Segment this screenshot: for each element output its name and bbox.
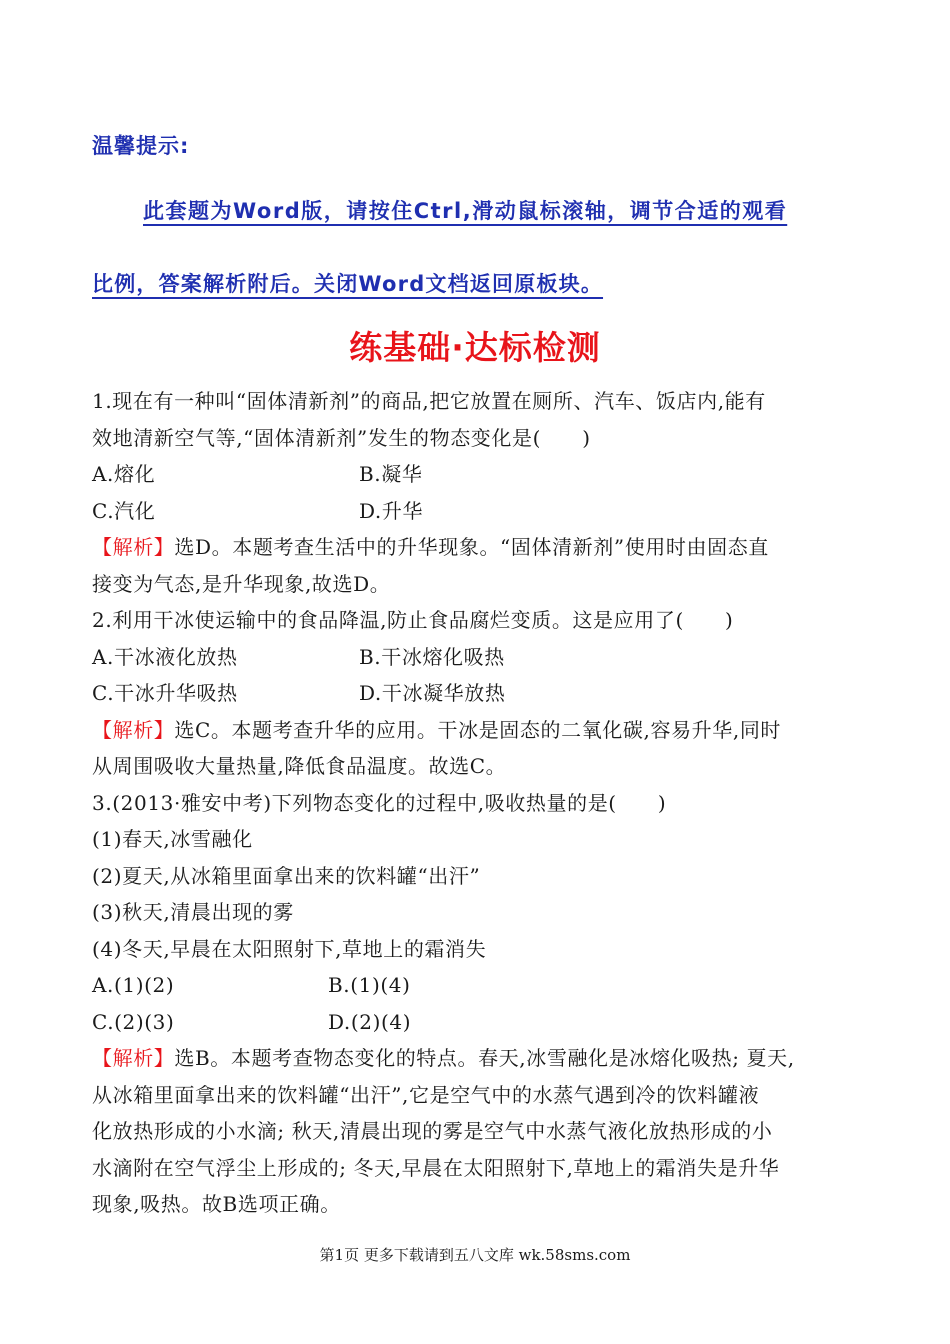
q2-analysis-line-2: 从周围吸收大量热量,降低食品温度。故选C。 — [92, 754, 507, 778]
q1-option-d: D.升华 — [359, 498, 424, 523]
q2-analysis-line-1 — [92, 712, 872, 749]
q1-stem-line-1: 1.现在有一种叫“固体清新剂”的商品,把它放置在厕所、汽车、饭店内,能有 — [92, 389, 766, 413]
q3-option-a: A.(1)(2) — [92, 973, 175, 997]
q3-analysis-line-1 — [92, 1040, 872, 1077]
q1-analysis-line-1 — [92, 529, 872, 566]
q2-analysis-tag: 【解析】 — [92, 717, 175, 742]
q2-stem-line-1: 2.利用干冰使运输中的食品降温,防止食品腐烂变质。这是应用了( ) — [92, 608, 734, 632]
q3-option-d: D.(2)(4) — [328, 1009, 412, 1034]
q1-stem-line-2: 效地清新空气等,“固体清新剂”发生的物态变化是( ) — [92, 425, 591, 450]
section-title: 练基础·达标检测 — [349, 328, 601, 367]
q3-item-1: (1)春天,冰雪融化 — [92, 827, 253, 851]
q3-analysis-text-1: 选B。本题考查物态变化的特点。春天,冰雪融化是冰熔化吸热; 夏天, — [174, 1046, 795, 1070]
page-footer: 第1页 更多下载请到五八文库 wk.58sms.com — [319, 1246, 631, 1264]
q1-option-c: C.汽化 — [92, 498, 156, 523]
q1-options-row-1 — [92, 456, 872, 493]
q2-analysis-text-1: 选C。本题考查升华的应用。干冰是固态的二氧化碳,容易升华,同时 — [174, 717, 782, 742]
q1-analysis-line-2: 接变为气态,是升华现象,故选D。 — [92, 571, 391, 596]
q1-option-a: A.熔化 — [92, 462, 156, 486]
tip-line-2: 比例，答案解析附后。关闭Word文档返回原板块。 — [92, 272, 604, 296]
q3-analysis-line-3: 化放热形成的小水滴; 秋天,清晨出现的雾是空气中水蒸气液化放热形成的小 — [92, 1119, 773, 1143]
q1-analysis-text-1: 选D。本题考查生活中的升华现象。“固体清新剂”使用时由固态直 — [174, 535, 769, 559]
q3-analysis-line-4: 水滴附在空气浮尘上形成的; 冬天,早晨在太阳照射下,草地上的霜消失是升华 — [92, 1155, 780, 1180]
q3-analysis-tag: 【解析】 — [92, 1046, 175, 1070]
q2-option-b: B.干冰熔化吸热 — [359, 644, 505, 669]
q1-option-b: B.凝华 — [359, 462, 423, 486]
q1-analysis-tag: 【解析】 — [92, 535, 175, 559]
q3-option-c: C.(2)(3) — [92, 1009, 175, 1034]
q1-options-row-2 — [92, 493, 872, 530]
q2-option-c: C.干冰升华吸热 — [92, 681, 238, 705]
q3-stem-line-1: 3.(2013·雅安中考)下列物态变化的过程中,吸收热量的是( ) — [92, 790, 667, 815]
q2-options-row-2 — [92, 675, 872, 712]
q3-option-b: B.(1)(4) — [328, 973, 411, 997]
question-content — [92, 383, 872, 1223]
q2-option-a: A.干冰液化放热 — [92, 644, 238, 669]
q3-options-row-1 — [92, 967, 872, 1004]
q3-item-4: (4)冬天,早晨在太阳照射下,草地上的霜消失 — [92, 936, 487, 961]
q3-analysis-line-5: 现象,吸热。故B选项正确。 — [92, 1192, 341, 1216]
q2-option-d: D.干冰凝华放热 — [359, 681, 506, 705]
q3-analysis-line-2: 从冰箱里面拿出来的饮料罐“出汗”,它是空气中的水蒸气遇到冷的饮料罐液 — [92, 1082, 760, 1107]
q3-options-row-2 — [92, 1004, 872, 1041]
tip-line-1: 此套题为Word版，请按住Ctrl,滑动鼠标滚轴，调节合适的观看 — [143, 199, 788, 223]
q3-item-2: (2)夏天,从冰箱里面拿出来的饮料罐“出汗” — [92, 863, 481, 888]
q3-item-3: (3)秋天,清晨出现的雾 — [92, 900, 294, 924]
tip-title: 温馨提示: — [92, 134, 190, 158]
q2-options-row-1 — [92, 639, 872, 676]
